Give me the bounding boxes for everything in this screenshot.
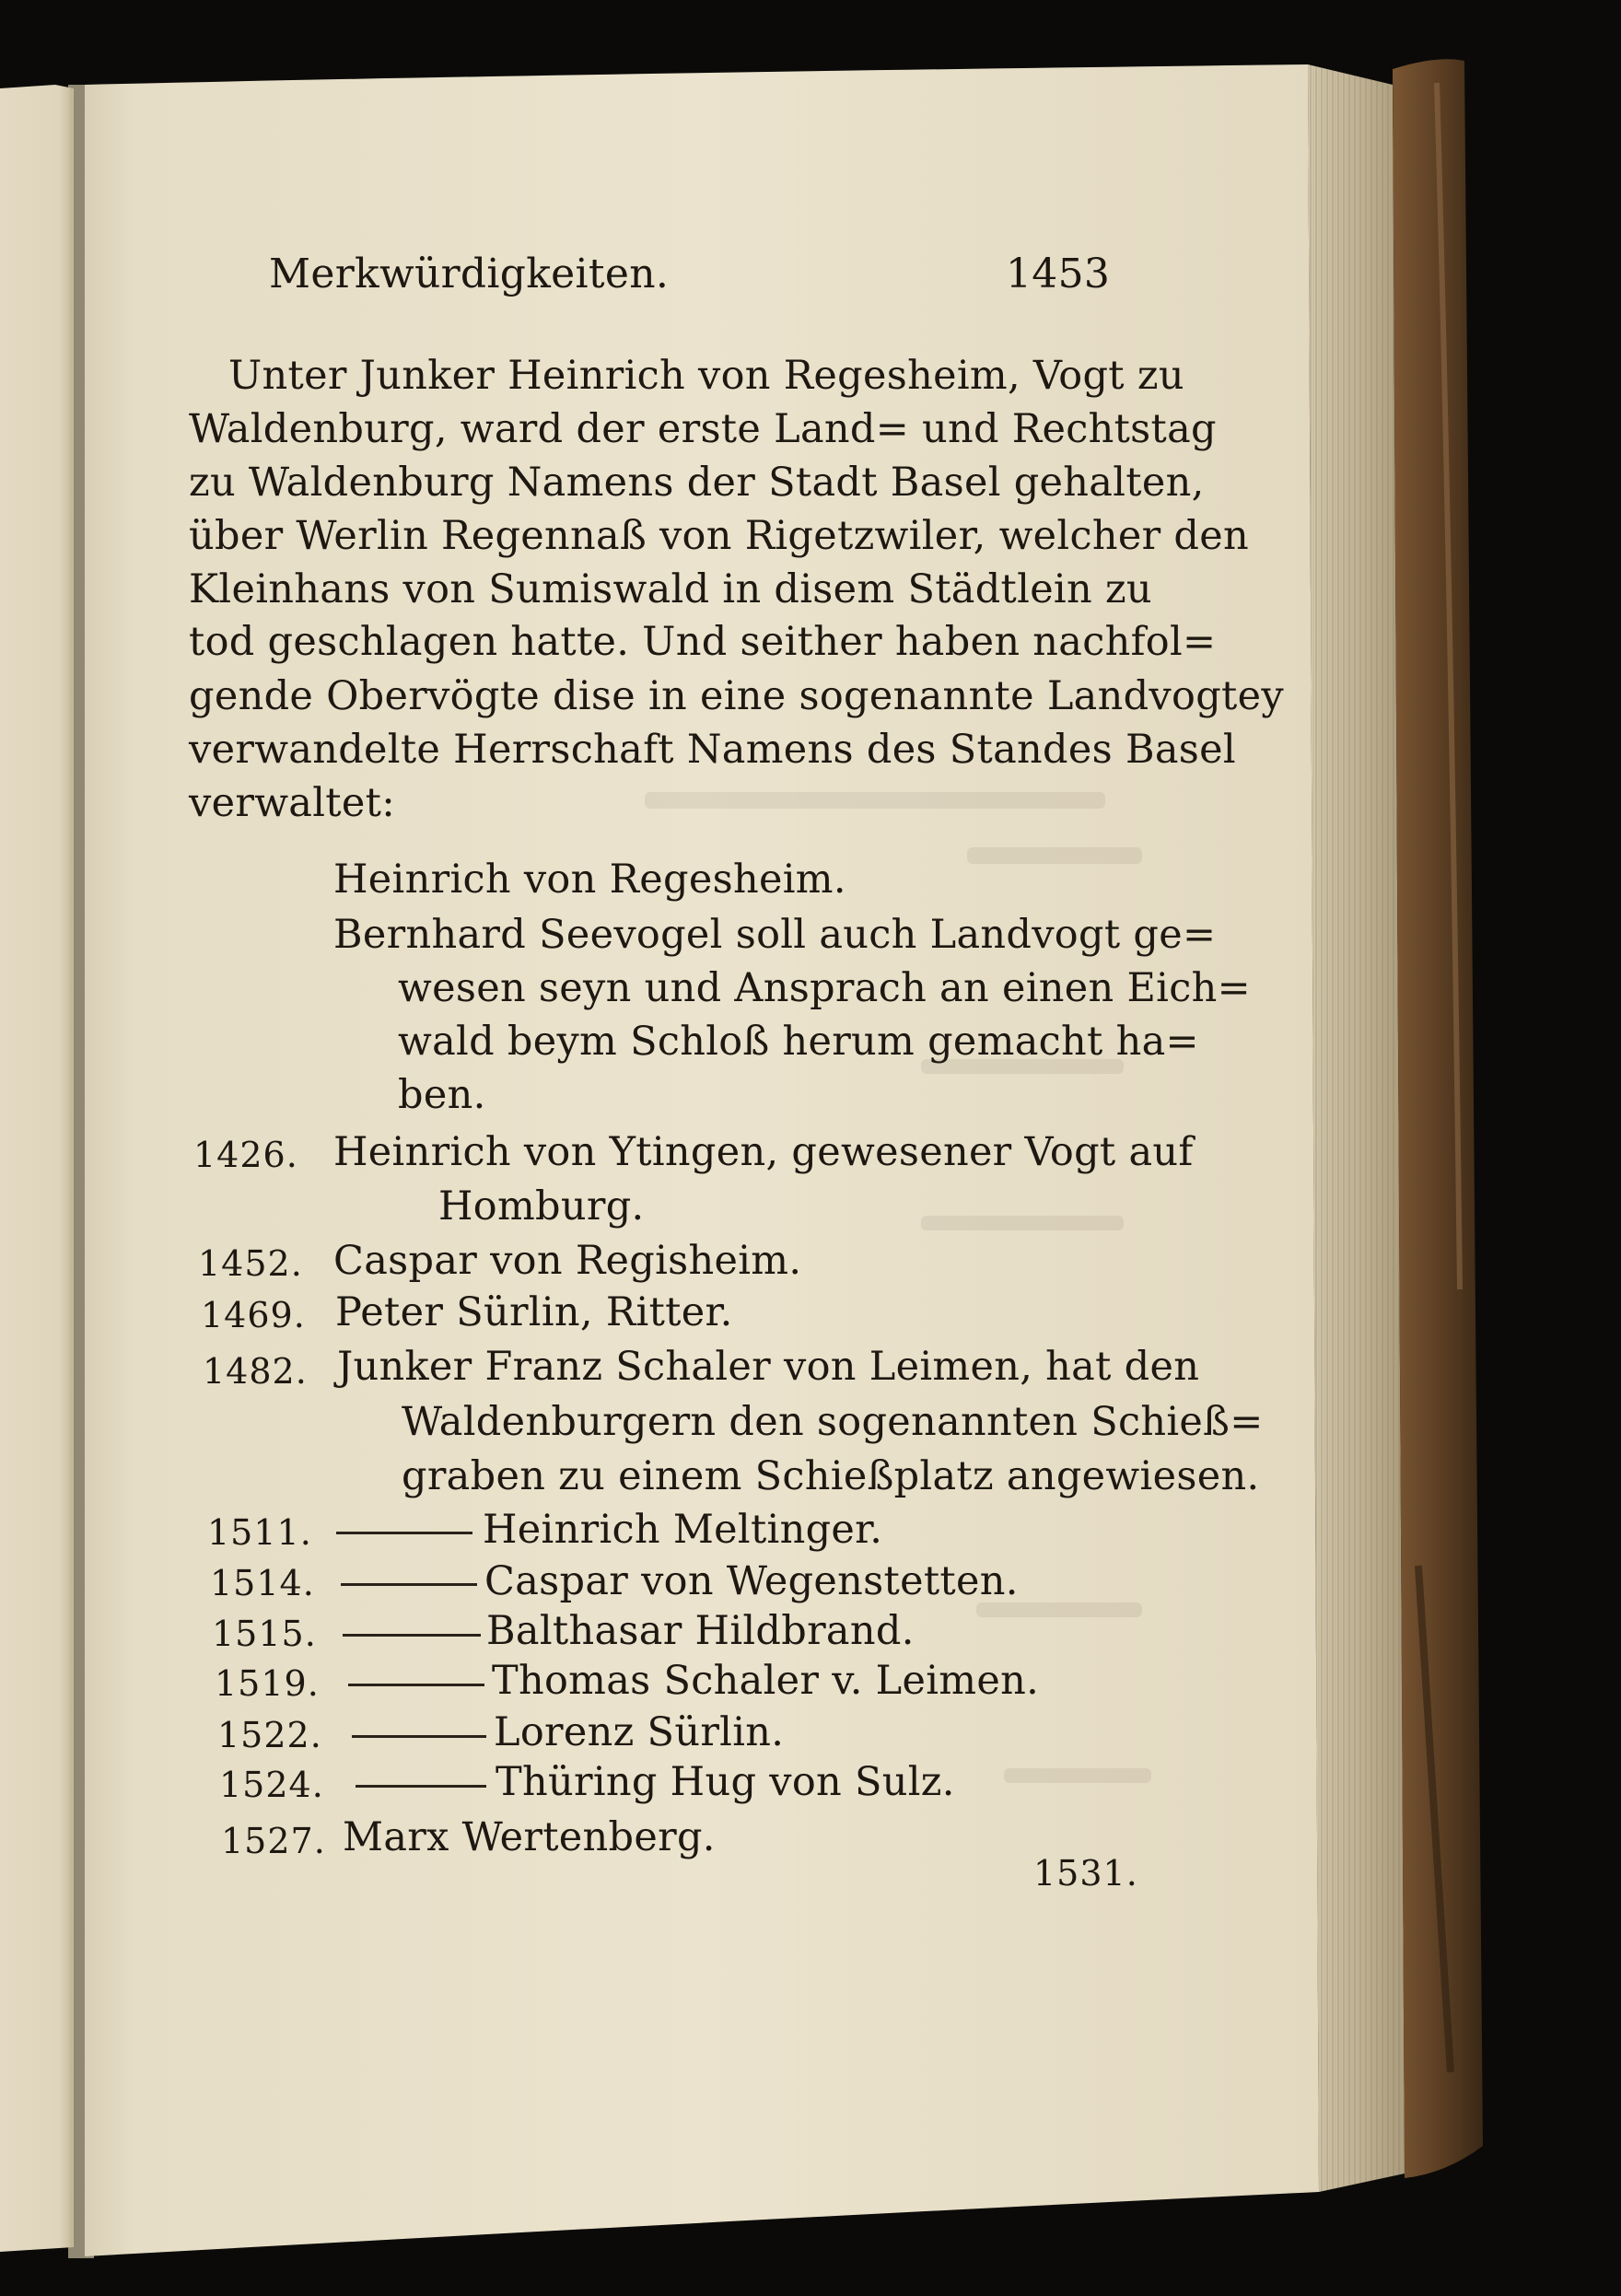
entry-year: 1469. xyxy=(201,1295,306,1335)
entry-text: Caspar von Wegenstetten. xyxy=(484,1558,1019,1604)
paragraph-line: Waldenburg, ward der erste Land= und Rechtstag xyxy=(189,406,1217,452)
paragraph-line: verwandelte Herrschaft Namens des Standes Basel xyxy=(189,727,1236,773)
paragraph-line: Kleinhans von Sumiswald in disem Städtlein zu xyxy=(189,566,1152,612)
entry-text: Bernhard Seevogel soll auch Landvogt ge= xyxy=(333,912,1217,958)
entry-text: Peter Sürlin, Ritter. xyxy=(335,1289,733,1335)
ditto-dash xyxy=(343,1634,481,1637)
paragraph-line: tod geschlagen hatte. Und seither haben nachfol= xyxy=(189,619,1217,665)
entry-text: Thüring Hug von Sulz. xyxy=(496,1759,955,1805)
entry-year: 1452. xyxy=(198,1243,303,1284)
paragraph-line: zu Waldenburg Namens der Stadt Basel gehalten, xyxy=(189,460,1205,506)
paragraph-line: über Werlin Regennaß von Rigetzwiler, welcher den xyxy=(189,513,1249,559)
catchword: 1531. xyxy=(1033,1853,1138,1894)
entry-text: Caspar von Regisheim. xyxy=(333,1238,802,1284)
entry-year: 1482. xyxy=(203,1351,308,1392)
entry-text: Homburg. xyxy=(438,1183,645,1230)
entry-text: Lorenz Sürlin. xyxy=(494,1709,785,1755)
entry-text: Thomas Schaler v. Leimen. xyxy=(492,1658,1040,1704)
entry-text: Marx Wertenberg. xyxy=(343,1814,716,1860)
entry-year: 1426. xyxy=(193,1135,298,1175)
ditto-dash xyxy=(341,1583,477,1586)
entry-year: 1524. xyxy=(219,1765,324,1805)
paragraph-line: verwaltet: xyxy=(189,780,395,826)
entry-text: Heinrich von Ytingen, gewesener Vogt auf xyxy=(333,1129,1194,1175)
entry-text: Balthasar Hildbrand. xyxy=(486,1608,915,1654)
ditto-dash xyxy=(348,1684,484,1686)
page-number: 1453 xyxy=(1006,251,1111,297)
entry-text: Heinrich von Regesheim. xyxy=(333,857,846,903)
ditto-dash xyxy=(336,1532,472,1534)
entry-year: 1527. xyxy=(221,1821,326,1861)
entry-year: 1511. xyxy=(207,1512,312,1553)
running-head: Merkwürdigkeiten. xyxy=(269,251,670,297)
entry-text: ben. xyxy=(398,1072,486,1118)
entry-text: Waldenburgern den sogenannten Schieß= xyxy=(402,1399,1264,1445)
entry-year: 1519. xyxy=(215,1663,320,1704)
ditto-dash xyxy=(356,1785,486,1788)
entry-text: graben zu einem Schießplatz angewiesen. xyxy=(402,1453,1260,1499)
entry-year: 1522. xyxy=(217,1715,322,1755)
entry-text: wald beym Schloß herum gemacht ha= xyxy=(398,1019,1199,1065)
paragraph-line: Unter Junker Heinrich von Regesheim, Vogt zu xyxy=(228,353,1184,399)
entry-text: Heinrich Meltinger. xyxy=(483,1507,883,1553)
entry-text: Junker Franz Schaler von Leimen, hat den xyxy=(337,1344,1200,1390)
entry-year: 1515. xyxy=(212,1614,317,1654)
entry-text: wesen seyn und Ansprach an einen Eich= xyxy=(398,965,1251,1011)
entry-year: 1514. xyxy=(210,1563,315,1603)
ditto-dash xyxy=(352,1735,486,1738)
paragraph-line: gende Obervögte dise in eine sogenannte Landvogtey xyxy=(189,673,1284,719)
